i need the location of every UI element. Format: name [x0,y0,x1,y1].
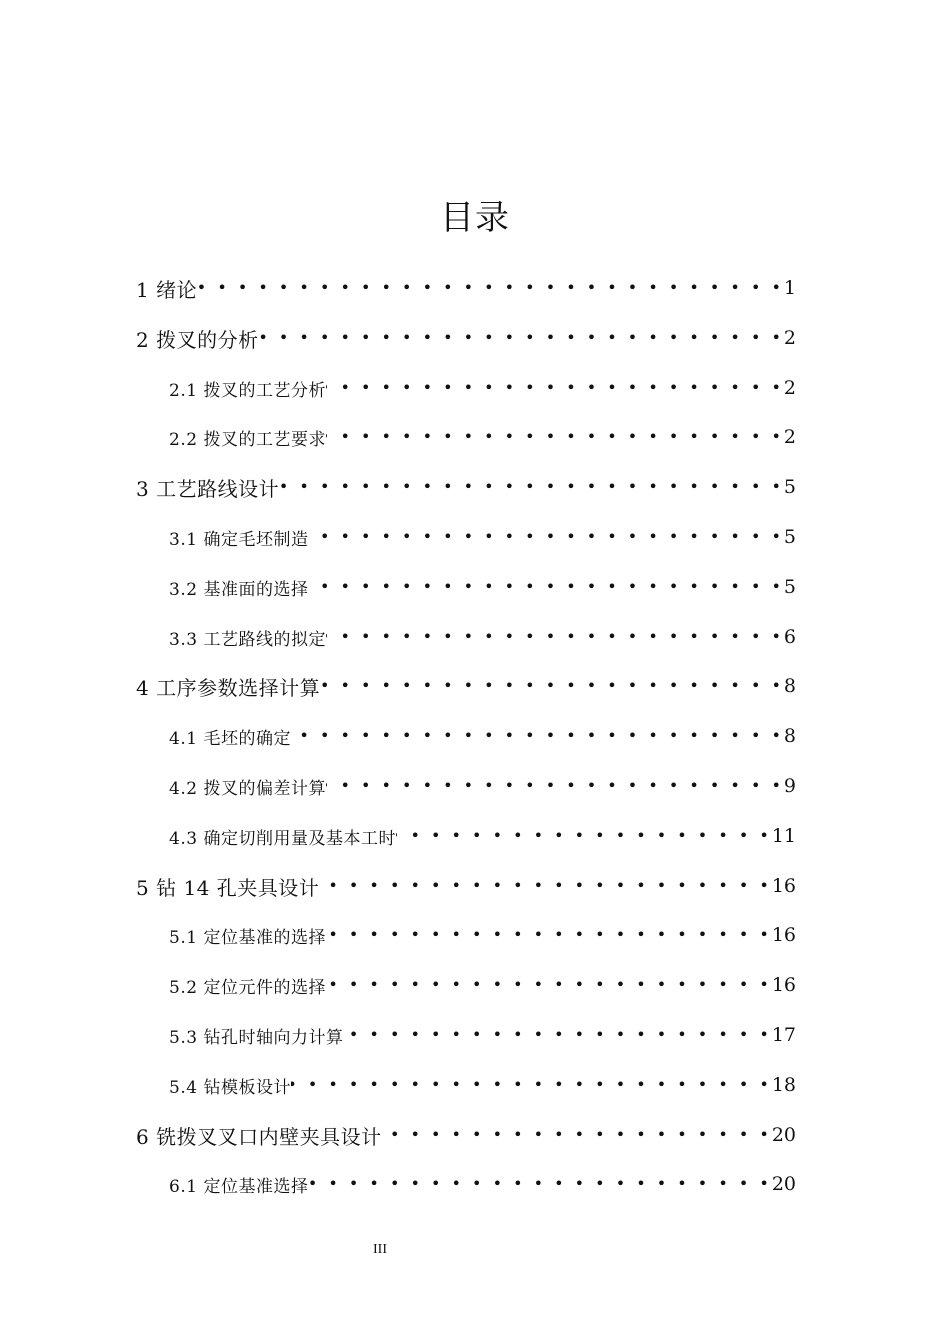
toc-entry-page-number: 6 [783,626,796,648]
dot-leader [326,925,772,945]
toc-entry-label: 3.3 工艺路线的拟定 [169,629,326,650]
dot-leader [326,378,784,398]
toc-chapter-entry[interactable] [136,462,796,512]
dot-leader [326,776,784,796]
toc-section-entry[interactable] [169,761,796,811]
toc-entry-label: 5.2 定位元件的选择 [169,977,326,998]
toc-entry-page-number: 9 [783,775,796,797]
toc-entry-label: 3 工艺路线设计 [136,476,280,501]
toc-entry-label: 4.3 确定切削用量及基本工时 [169,828,396,849]
toc-section-entry[interactable] [169,960,796,1010]
toc-section-entry[interactable] [169,1060,796,1110]
toc-entry-label: 2 拨叉的分析 [136,327,259,352]
toc-entry-page-number: 20 [771,1173,796,1195]
dot-leader [291,1075,772,1095]
dot-leader [259,328,784,348]
toc-section-entry[interactable] [169,363,796,413]
toc-entry-label: 3.2 基准面的选择 [169,579,309,600]
dot-leader [326,627,784,647]
dot-leader [320,676,784,696]
toc-section-entry[interactable] [169,1159,796,1209]
toc-entry-page-number: 2 [783,327,796,349]
toc-entry-page-number: 1 [783,277,796,299]
toc-section-entry[interactable] [169,811,796,861]
dot-leader [291,726,784,746]
toc-chapter-entry[interactable] [136,1110,796,1160]
toc-entry-label: 5 钻 14 孔夹具设计 [136,875,320,900]
toc-entry-page-number: 8 [783,725,796,747]
toc-entry-page-number: 16 [771,974,796,996]
toc-entry-page-number: 5 [783,576,796,598]
dot-leader [308,577,783,597]
toc-entry-label: 3.1 确定毛坯制造 [169,529,309,550]
toc-entry-label: 6.1 定位基准选择 [169,1176,309,1197]
toc-entry-label: 2.1 拨叉的工艺分析 [169,380,326,401]
dot-leader [382,1125,772,1145]
toc-entry-page-number: 16 [771,924,796,946]
toc-section-entry[interactable] [169,612,796,662]
toc-entry-page-number: 16 [771,875,796,897]
dot-leader [308,527,783,547]
toc-chapter-entry[interactable] [136,661,796,711]
dot-leader [279,477,784,497]
toc-section-entry[interactable] [169,412,796,462]
toc-entry-label: 6 铣拨叉叉口内壁夹具设计 [136,1124,382,1149]
toc-chapter-entry[interactable] [136,313,796,363]
page-number-footer: III [373,1242,387,1257]
toc-entry-page-number: 2 [783,426,796,448]
dot-leader [326,975,772,995]
toc-entry-label: 2.2 拨叉的工艺要求 [169,429,326,450]
toc-entry-label: 5.3 钻孔时轴向力计算 [169,1027,344,1048]
toc-section-entry[interactable] [169,512,796,562]
dot-leader [319,876,772,896]
dot-leader [326,427,784,447]
toc-section-entry[interactable] [169,910,796,960]
toc-entry-page-number: 2 [783,377,796,399]
toc-entry-page-number: 5 [783,476,796,498]
toc-entry-page-number: 5 [783,526,796,548]
toc-entry-page-number: 17 [771,1024,796,1046]
toc-entry-page-number: 20 [771,1124,796,1146]
toc-entry-label: 4.1 毛坯的确定 [169,728,291,749]
dot-leader [343,1025,771,1045]
toc-entry-label: 4.2 拨叉的偏差计算 [169,778,326,799]
toc-entry-label: 1 绪论 [136,277,198,302]
toc-entry-label: 4 工序参数选择计算 [136,675,321,700]
dot-leader [396,826,772,846]
toc-entry-page-number: 11 [771,825,796,847]
toc-entry-page-number: 8 [783,675,796,697]
toc-chapter-entry[interactable] [136,861,796,911]
toc-entry-page-number: 18 [771,1074,796,1096]
dot-leader [197,278,784,298]
toc-section-entry[interactable] [169,562,796,612]
toc-entry-label: 5.1 定位基准的选择 [169,927,326,948]
toc-section-entry[interactable] [169,711,796,761]
toc-entry-label: 5.4 钻模板设计 [169,1077,291,1098]
page-title: 目录 [440,198,510,238]
dot-leader [308,1174,771,1194]
toc-section-entry[interactable] [169,1010,796,1060]
toc-chapter-entry[interactable] [136,263,796,313]
